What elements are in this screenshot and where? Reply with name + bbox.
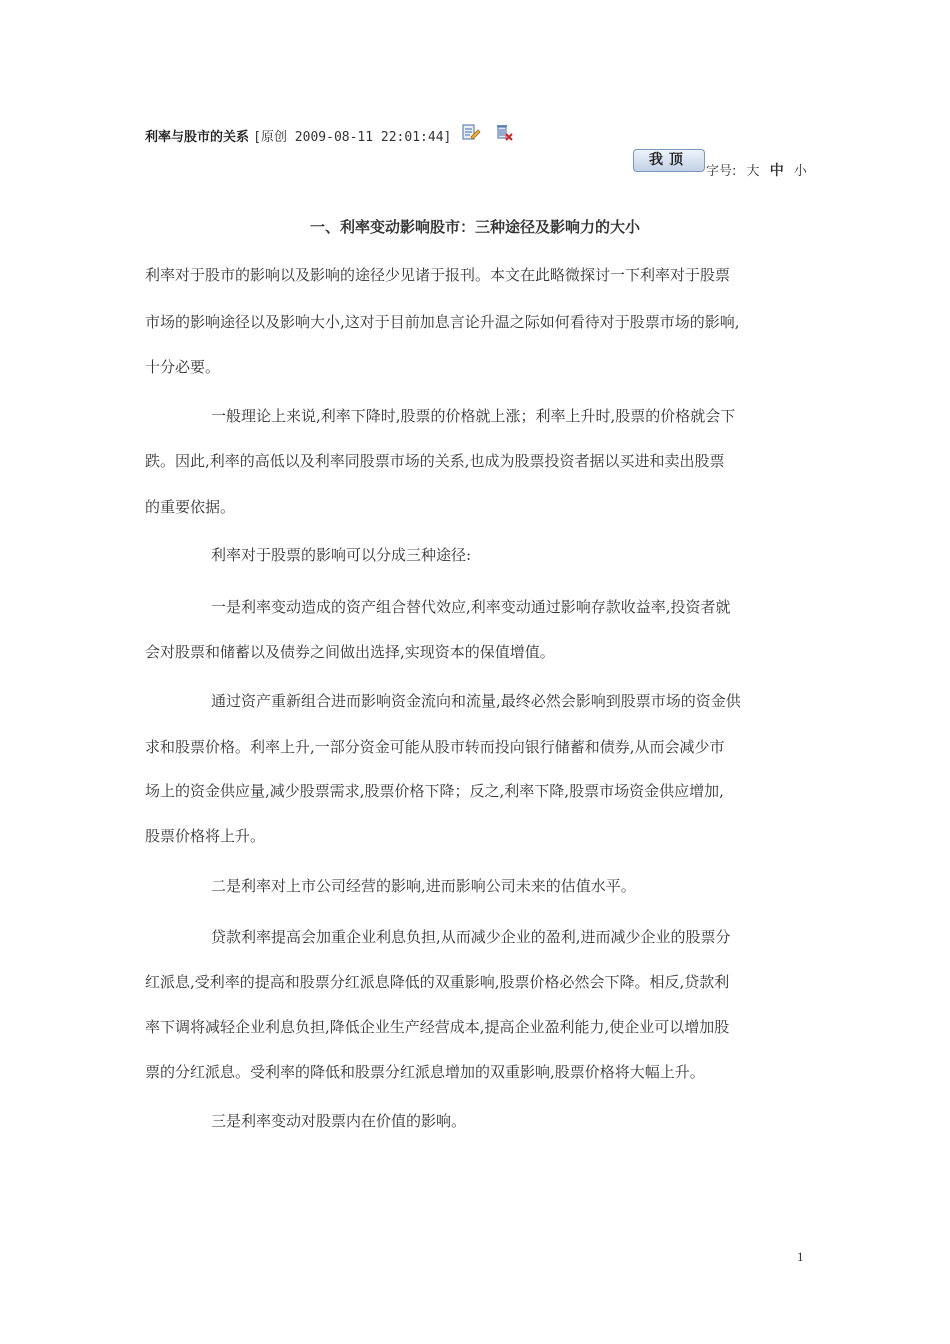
- body-line: 三是利率变动对股票内在价值的影响。: [211, 1112, 467, 1130]
- body-line: 求和股票价格。利率上升,一部分资金可能从股市转而投向银行储蓄和债券,从而会减少市: [145, 738, 725, 756]
- body-line: 率下调将减轻企业利息负担,降低企业生产经营成本,提高企业盈利能力,使企业可以增加股: [145, 1018, 730, 1036]
- font-size-label: 字号:: [706, 164, 737, 179]
- body-line: 贷款利率提高会加重企业利息负担,从而减少企业的盈利,进而减少企业的股票分: [211, 928, 731, 946]
- body-line: 股票价格将上升。: [145, 827, 266, 845]
- body-line: 一般理论上来说,利率下降时,股票的价格就上涨；利率上升时,股票的价格就会下: [211, 407, 736, 425]
- section-heading: 一、利率变动影响股市：三种途径及影响力的大小: [309, 218, 640, 236]
- article-title: 利率与股市的关系: [145, 130, 250, 145]
- delete-icon[interactable]: [494, 122, 514, 142]
- article-meta: [原创 2009-08-11 22:01:44]: [253, 130, 452, 145]
- body-line: 二是利率对上市公司经营的影响,进而影响公司未来的估值水平。: [211, 877, 636, 895]
- body-line: 十分必要。: [145, 358, 221, 376]
- page-number: 1: [797, 1249, 804, 1264]
- body-line: 一是利率变动造成的资产组合替代效应,利率变动通过影响存款收益率,投资者就: [211, 598, 731, 616]
- font-size-large[interactable]: 大: [746, 164, 760, 179]
- body-line: 市场的影响途径以及影响大小,这对于目前加息言论升温之际如何看待对于股票市场的影响,: [145, 313, 740, 331]
- body-line: 会对股票和储蓄以及债券之间做出选择,实现资本的保值增值。: [145, 643, 555, 661]
- body-line: 利率对于股市的影响以及影响的途径少见诸于报刊。本文在此略微探讨一下利率对于股票: [145, 266, 731, 284]
- body-line: 的重要依据。: [145, 498, 236, 516]
- font-size-small[interactable]: 小: [793, 164, 807, 179]
- font-size-selector: [706, 160, 813, 180]
- ding-button[interactable]: 我顶: [633, 149, 705, 172]
- body-line: 通过资产重新组合进而影响资金流向和流量,最终必然会影响到股票市场的资金供: [211, 692, 741, 710]
- body-line: 跌。因此,利率的高低以及利率同股票市场的关系,也成为股票投资者据以买进和卖出股票: [145, 452, 725, 470]
- body-line: 利率对于股票的影响可以分成三种途径:: [211, 546, 472, 564]
- body-line: 红派息,受利率的提高和股票分红派息降低的双重影响,股票价格必然会下降。相反,贷款利: [145, 973, 730, 991]
- font-size-medium[interactable]: 中: [769, 163, 784, 179]
- body-line: 场上的资金供应量,减少股票需求,股票价格下降；反之,利率下降,股票市场资金供应增加,: [145, 782, 724, 800]
- article-title-line: [145, 126, 451, 145]
- body-line: 票的分红派息。受利率的降低和股票分红派息增加的双重影响,股票价格将大幅上升。: [145, 1063, 705, 1081]
- edit-icon[interactable]: [461, 122, 481, 142]
